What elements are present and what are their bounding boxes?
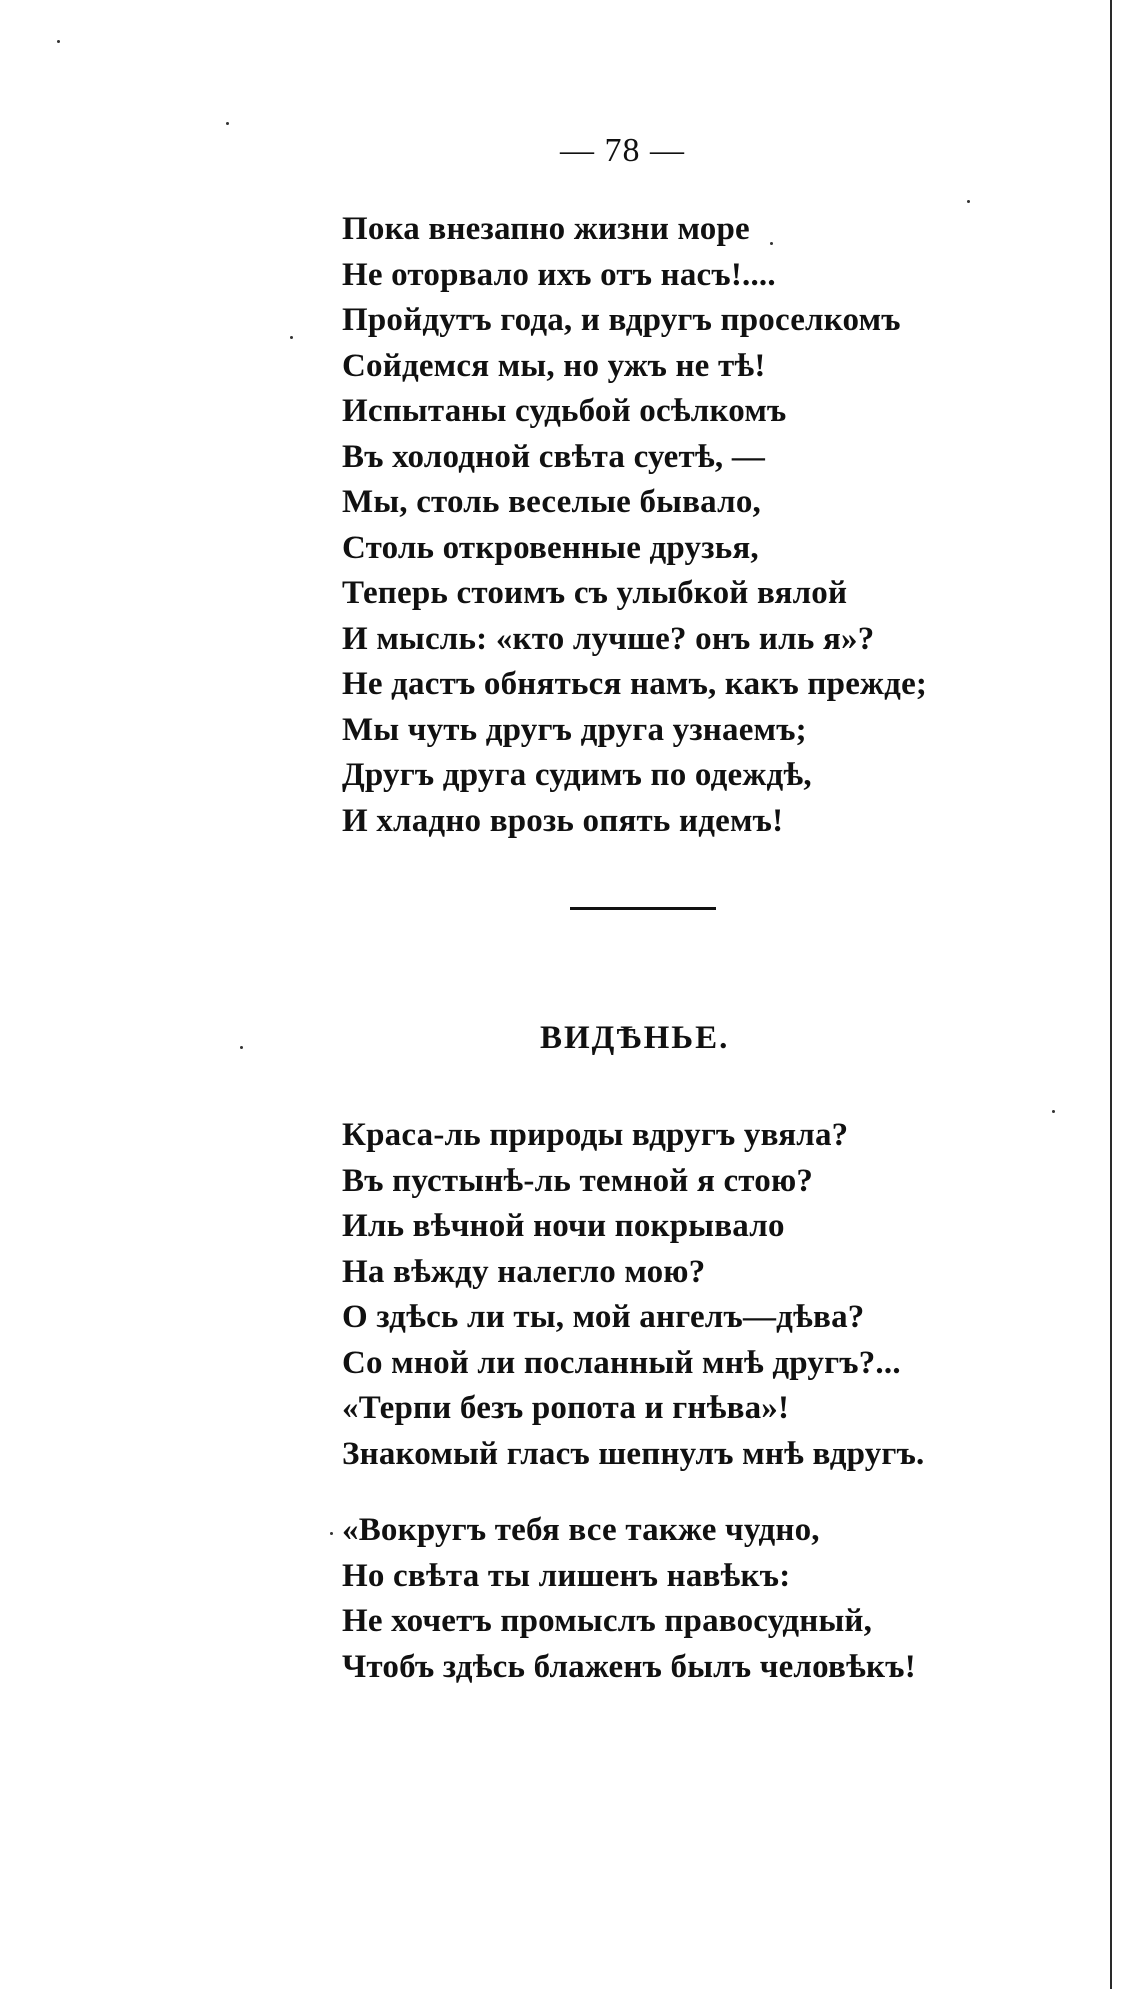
verse-line: О здѣсь ли ты, мой ангелъ—дѣва? (342, 1299, 865, 1335)
poem-stanza-2 (342, 1508, 916, 1690)
verse-line: Иль вѣчной ночи покрывало (342, 1208, 785, 1244)
poem-continued-stanza (342, 207, 927, 844)
verse-line: Столь откровенные друзья, (342, 529, 759, 566)
verse-line: Со мной ли посланный мнѣ другъ?... (342, 1344, 901, 1381)
scan-speck (226, 122, 229, 125)
verse-line: И мысль: «кто лучше? онъ иль я»? (342, 620, 875, 657)
verse-line: Испытаны судьбой осѣлкомъ (342, 393, 787, 429)
verse-line: Въ холодной свѣта суетѣ, — (342, 438, 766, 475)
page-number: — 78 — (560, 132, 685, 169)
page-edge-rule (1110, 0, 1112, 1989)
poem-title: ВИДѢНЬЕ. (540, 1020, 730, 1056)
scan-speck (770, 242, 773, 245)
verse-line: Въ пустынѣ-ль темной я стою? (342, 1162, 814, 1199)
scan-speck (240, 1046, 243, 1049)
poem-stanza-1 (342, 1113, 925, 1477)
verse-line: Чтобъ здѣсь блаженъ былъ человѣкъ! (342, 1648, 916, 1685)
verse-line: Мы чуть другъ друга узнаемъ; (342, 711, 807, 748)
verse-line: Знакомый гласъ шепнулъ мнѣ вдругъ. (342, 1435, 925, 1472)
verse-line: На вѣжду налегло мою? (342, 1253, 706, 1290)
scan-speck (967, 200, 970, 203)
verse-line: Пройдутъ года, и вдругъ проселкомъ (342, 302, 901, 338)
verse-line: Сойдемся мы, но ужъ не тѣ! (342, 347, 766, 384)
verse-line: «Вокругъ тебя все также чудно, (342, 1512, 820, 1548)
verse-line: Не хочетъ промыслъ правосудный, (342, 1603, 873, 1639)
scan-speck (57, 40, 60, 43)
scan-speck (330, 1532, 333, 1535)
verse-line: Не дастъ обняться намъ, какъ прежде; (342, 666, 928, 702)
verse-line: И хладно врозь опять идемъ! (342, 802, 784, 839)
verse-line: Пока внезапно жизни море (342, 211, 750, 247)
verse-line: Но свѣта ты лишенъ навѣкъ: (342, 1557, 791, 1594)
verse-line: Теперь стоимъ съ улыбкой вялой (342, 575, 848, 611)
verse-line: Краса-ль природы вдругъ увяла? (342, 1117, 849, 1153)
verse-line: Не оторвало ихъ отъ насъ!.... (342, 256, 776, 293)
section-divider (570, 907, 716, 910)
verse-line: Мы, столь веселые бывало, (342, 484, 761, 520)
verse-line: «Терпи безъ ропота и гнѣва»! (342, 1390, 790, 1426)
verse-line: Другъ друга судимъ по одеждѣ, (342, 757, 812, 793)
scan-speck (1052, 1110, 1055, 1113)
scan-speck (290, 336, 293, 339)
